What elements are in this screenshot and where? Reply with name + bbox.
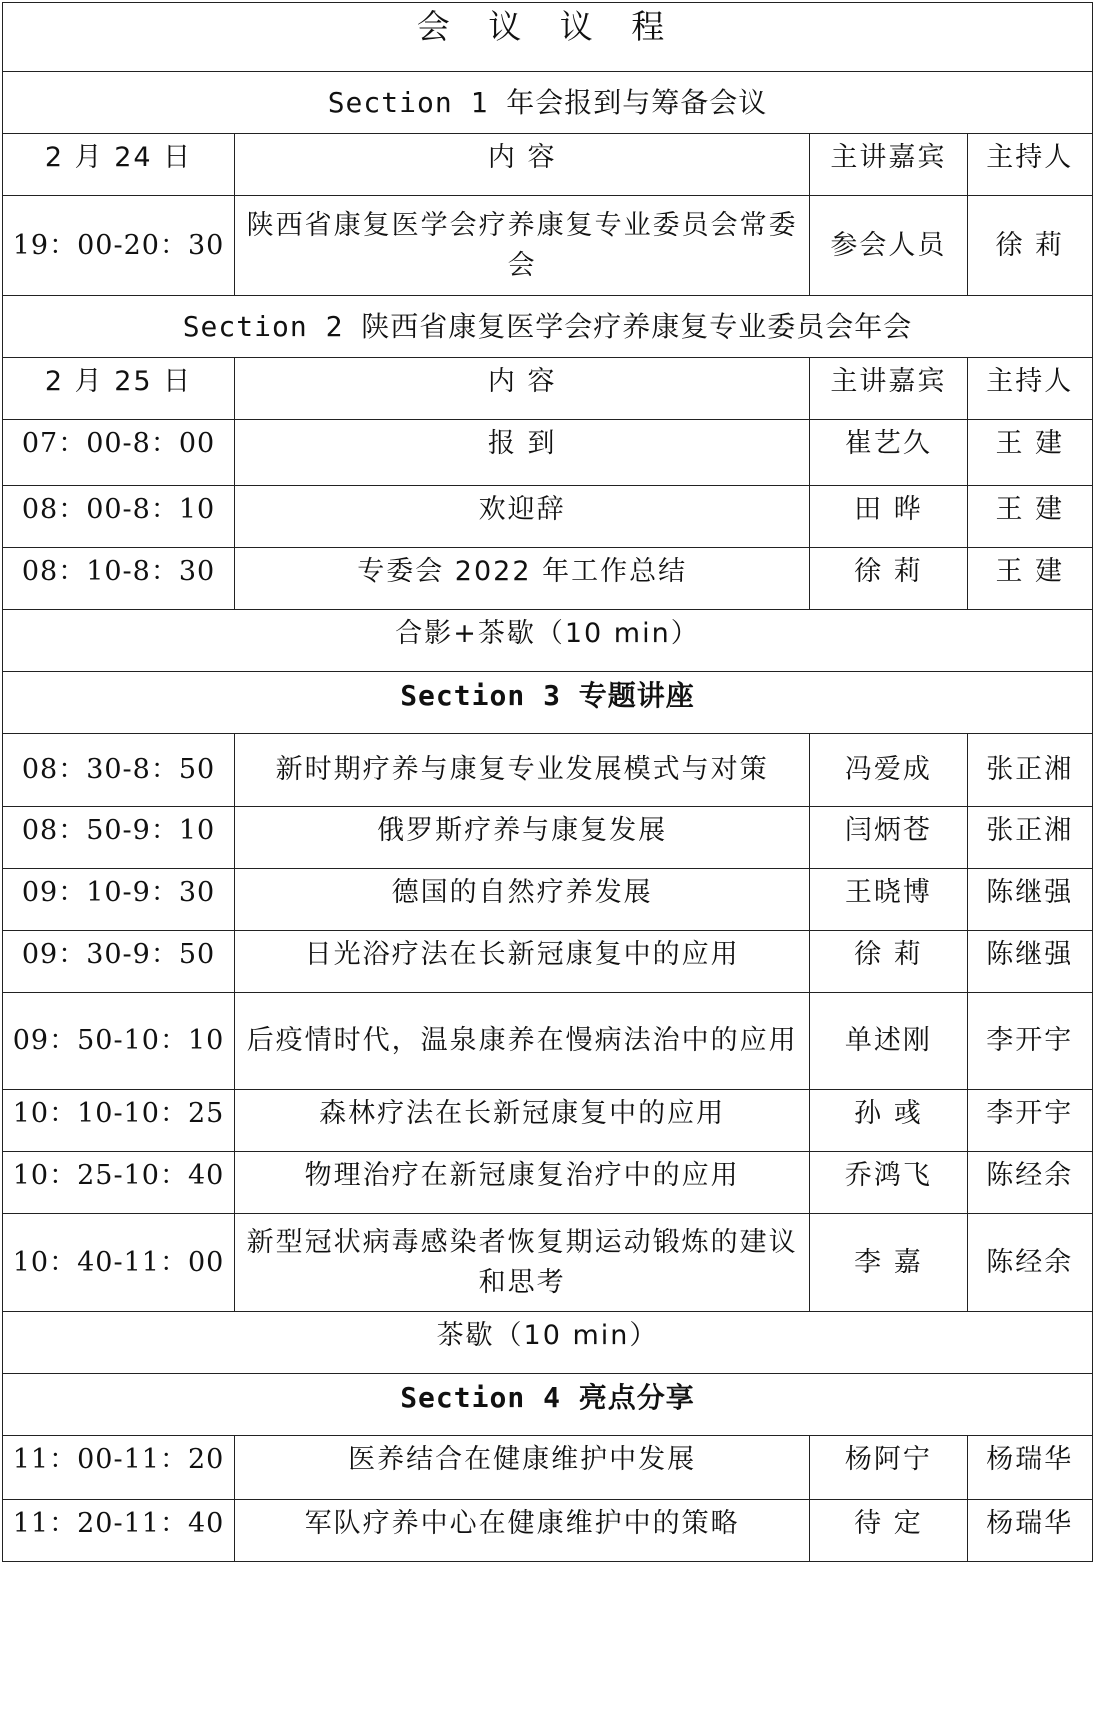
row-time: 09：10-9：30 (3, 869, 235, 931)
row-content: 日光浴疗法在长新冠康复中的应用 (235, 931, 810, 993)
row-time: 11：20-11：40 (3, 1500, 235, 1562)
table-row (3, 1500, 1093, 1562)
header-date: 2 月 25 日 (3, 358, 235, 420)
row-content: 俄罗斯疗养与康复发展 (235, 807, 810, 869)
header-speaker: 主讲嘉宾 (810, 358, 967, 420)
table-row (3, 420, 1093, 486)
table-row (3, 548, 1093, 610)
header-date: 2 月 24 日 (3, 134, 235, 196)
row-speaker: 参会人员 (810, 196, 967, 296)
row-host: 张正湘 (967, 734, 1092, 807)
row-speaker: 冯爱成 (810, 734, 967, 807)
row-speaker: 单述刚 (810, 993, 967, 1090)
agenda-table (2, 2, 1093, 1562)
break-photo-tea: 合影+茶歇（10 min） (3, 610, 1093, 672)
row-speaker: 王晓博 (810, 869, 967, 931)
table-row (3, 734, 1093, 807)
table-row (3, 931, 1093, 993)
row-host: 陈经余 (967, 1214, 1092, 1312)
section-2-header-row (3, 358, 1093, 420)
row-content: 新型冠状病毒感染者恢复期运动锻炼的建议和思考 (235, 1214, 810, 1312)
row-content: 后疫情时代，温泉康养在慢病法治中的应用 (235, 993, 810, 1090)
row-host: 张正湘 (967, 807, 1092, 869)
header-host: 主持人 (967, 134, 1092, 196)
row-time: 08：30-8：50 (3, 734, 235, 807)
row-time: 10：40-11：00 (3, 1214, 235, 1312)
page-title: 会 议 议 程 (3, 3, 1093, 72)
row-content: 森林疗法在长新冠康复中的应用 (235, 1090, 810, 1152)
header-speaker: 主讲嘉宾 (810, 134, 967, 196)
table-row (3, 196, 1093, 296)
row-host: 杨瑞华 (967, 1436, 1092, 1500)
row-host: 李开宇 (967, 993, 1092, 1090)
row-host: 陈继强 (967, 931, 1092, 993)
row-time: 07：00-8：00 (3, 420, 235, 486)
section-1-heading: Section 1 年会报到与筹备会议 (3, 72, 1093, 134)
row-content: 物理治疗在新冠康复治疗中的应用 (235, 1152, 810, 1214)
row-host: 陈经余 (967, 1152, 1092, 1214)
row-speaker: 徐 莉 (810, 931, 967, 993)
row-time: 09：50-10：10 (3, 993, 235, 1090)
row-content: 德国的自然疗养发展 (235, 869, 810, 931)
row-content: 专委会 2022 年工作总结 (235, 548, 810, 610)
row-host: 杨瑞华 (967, 1500, 1092, 1562)
row-content: 陕西省康复医学会疗养康复专业委员会常委会 (235, 196, 810, 296)
row-time: 10：10-10：25 (3, 1090, 235, 1152)
row-host: 陈继强 (967, 869, 1092, 931)
row-time: 19：00-20：30 (3, 196, 235, 296)
row-content: 新时期疗养与康复专业发展模式与对策 (235, 734, 810, 807)
table-row (3, 869, 1093, 931)
row-time: 08：50-9：10 (3, 807, 235, 869)
row-speaker: 杨阿宁 (810, 1436, 967, 1500)
header-content: 内 容 (235, 134, 810, 196)
header-content: 内 容 (235, 358, 810, 420)
row-content: 军队疗养中心在健康维护中的策略 (235, 1500, 810, 1562)
header-host: 主持人 (967, 358, 1092, 420)
row-host: 王 建 (967, 420, 1092, 486)
table-row (3, 993, 1093, 1090)
row-speaker: 崔艺久 (810, 420, 967, 486)
row-speaker: 徐 莉 (810, 548, 967, 610)
section-4-heading: Section 4 亮点分享 (3, 1374, 1093, 1436)
section-3-heading: Section 3 专题讲座 (3, 672, 1093, 734)
break-tea: 茶歇（10 min） (3, 1312, 1093, 1374)
row-time: 08：00-8：10 (3, 486, 235, 548)
row-content: 欢迎辞 (235, 486, 810, 548)
row-content: 医养结合在健康维护中发展 (235, 1436, 810, 1500)
row-host: 李开宇 (967, 1090, 1092, 1152)
section-2-heading: Section 2 陕西省康复医学会疗养康复专业委员会年会 (3, 296, 1093, 358)
row-speaker: 田 晔 (810, 486, 967, 548)
row-speaker: 闫炳苍 (810, 807, 967, 869)
table-row (3, 486, 1093, 548)
section-1-header-row (3, 134, 1093, 196)
row-host: 徐 莉 (967, 196, 1092, 296)
row-time: 10：25-10：40 (3, 1152, 235, 1214)
row-time: 08：10-8：30 (3, 548, 235, 610)
table-row (3, 1152, 1093, 1214)
row-time: 09：30-9：50 (3, 931, 235, 993)
table-row (3, 1436, 1093, 1500)
row-speaker: 乔鸿飞 (810, 1152, 967, 1214)
row-content: 报 到 (235, 420, 810, 486)
row-host: 王 建 (967, 548, 1092, 610)
table-row (3, 1214, 1093, 1312)
row-speaker: 孙 彧 (810, 1090, 967, 1152)
row-speaker: 待 定 (810, 1500, 967, 1562)
row-speaker: 李 嘉 (810, 1214, 967, 1312)
row-time: 11：00-11：20 (3, 1436, 235, 1500)
table-row (3, 807, 1093, 869)
table-row (3, 1090, 1093, 1152)
row-host: 王 建 (967, 486, 1092, 548)
